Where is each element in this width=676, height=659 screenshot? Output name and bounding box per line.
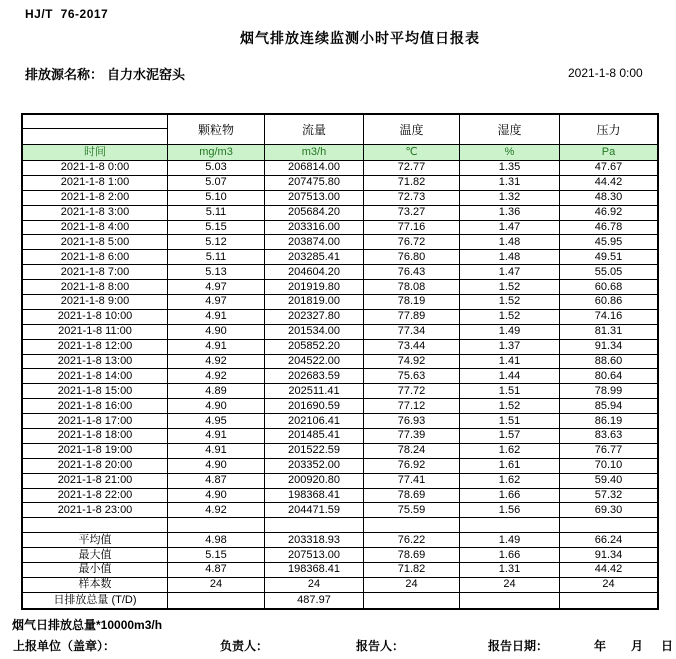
temperature-cell: 77.12 xyxy=(364,399,460,413)
humidity-cell: 1.32 xyxy=(460,191,560,205)
flow-cell xyxy=(265,518,364,532)
temperature-cell: 78.24 xyxy=(364,444,460,458)
flow-cell: 201690.59 xyxy=(265,399,364,413)
humidity-cell: 1.44 xyxy=(460,369,560,383)
report-unit-label: 上报单位（盖章）： xyxy=(13,639,116,653)
table-row xyxy=(23,474,657,489)
time-cell: 2021-1-8 18:00 xyxy=(23,429,168,443)
humidity-cell: 1.56 xyxy=(460,503,560,517)
pressure-cell: 88.60 xyxy=(594,355,623,368)
time-cell: 2021-1-8 21:00 xyxy=(23,474,168,488)
flow-cell: 207475.80 xyxy=(265,176,364,190)
humidity-cell: 1.48 xyxy=(460,250,560,264)
particulate-cell: 5.03 xyxy=(168,161,265,175)
time-cell: 2021-1-8 12:00 xyxy=(23,340,168,354)
reporter-label: 报告人： xyxy=(356,639,405,653)
pressure-cell: 86.19 xyxy=(594,414,623,427)
column-header-humidity: 湿度 xyxy=(460,115,560,144)
pressure-cell: 44.42 xyxy=(594,563,623,576)
temperature-cell: 76.80 xyxy=(364,250,460,264)
humidity-cell: 1.66 xyxy=(460,489,560,503)
temperature-cell: 73.27 xyxy=(364,206,460,220)
standard-code: HJ/T 76-2017 xyxy=(25,7,109,21)
pressure-cell: 80.64 xyxy=(594,369,623,382)
pressure-cell: 24 xyxy=(602,578,615,591)
humidity-cell: 1.62 xyxy=(460,444,560,458)
temperature-cell: 77.39 xyxy=(364,429,460,443)
particulate-cell xyxy=(168,593,265,608)
particulate-cell: 4.91 xyxy=(168,310,265,324)
unit-flow: m3/h xyxy=(265,145,364,160)
humidity-cell: 1.41 xyxy=(460,355,560,369)
flow-cell: 198368.41 xyxy=(265,563,364,577)
responsible-person-label: 负责人： xyxy=(220,639,269,653)
table-row xyxy=(23,414,657,429)
time-header-spacer-cell xyxy=(23,115,168,144)
particulate-cell: 5.11 xyxy=(168,250,265,264)
time-cell: 平均值 xyxy=(23,533,168,547)
temperature-cell: 76.22 xyxy=(364,533,460,547)
table-row xyxy=(23,503,657,518)
footer-note: 烟气日排放总量*10000m3/h xyxy=(12,618,163,632)
flow-cell: 487.97 xyxy=(265,593,364,608)
flow-cell: 202106.41 xyxy=(265,414,364,428)
particulate-cell: 4.90 xyxy=(168,459,265,473)
temperature-cell: 72.73 xyxy=(364,191,460,205)
temperature-cell: 71.82 xyxy=(364,563,460,577)
table-row xyxy=(23,548,657,563)
table-row xyxy=(23,295,657,310)
footer-signature-line xyxy=(0,637,676,653)
particulate-cell: 5.07 xyxy=(168,176,265,190)
humidity-cell: 1.47 xyxy=(460,265,560,279)
humidity-cell: 1.31 xyxy=(460,563,560,577)
table-row xyxy=(23,280,657,295)
temperature-cell: 76.92 xyxy=(364,459,460,473)
particulate-cell: 5.15 xyxy=(168,548,265,562)
particulate-cell: 4.90 xyxy=(168,489,265,503)
source-name-value: 自力水泥窑头 xyxy=(107,67,186,82)
pressure-cell xyxy=(560,518,657,532)
particulate-cell: 5.13 xyxy=(168,265,265,279)
flow-cell: 203874.00 xyxy=(265,235,364,249)
temperature-cell: 72.77 xyxy=(364,161,460,175)
pressure-cell: 78.99 xyxy=(594,384,623,397)
time-cell: 样本数 xyxy=(23,578,168,592)
time-cell: 2021-1-8 9:00 xyxy=(23,295,168,309)
temperature-cell: 73.44 xyxy=(364,340,460,354)
pressure-cell: 45.95 xyxy=(594,235,623,248)
particulate-cell: 4.91 xyxy=(168,340,265,354)
flow-cell: 202683.59 xyxy=(265,369,364,383)
table-row xyxy=(23,429,657,444)
table-row xyxy=(23,533,657,548)
pressure-cell: 60.68 xyxy=(594,280,623,293)
particulate-cell xyxy=(168,518,265,532)
pressure-cell: 47.67 xyxy=(594,161,623,174)
time-cell: 2021-1-8 10:00 xyxy=(23,310,168,324)
time-cell: 2021-1-8 20:00 xyxy=(23,459,168,473)
pressure-cell: 70.10 xyxy=(594,459,623,472)
time-cell: 2021-1-8 3:00 xyxy=(23,206,168,220)
flow-cell: 201534.00 xyxy=(265,325,364,339)
particulate-cell: 4.92 xyxy=(168,503,265,517)
particulate-cell: 5.10 xyxy=(168,191,265,205)
table-row xyxy=(23,250,657,265)
particulate-cell: 4.92 xyxy=(168,355,265,369)
unit-humidity: % xyxy=(460,145,560,160)
humidity-cell: 24 xyxy=(460,578,560,592)
flow-cell: 203318.93 xyxy=(265,533,364,547)
time-cell: 2021-1-8 17:00 xyxy=(23,414,168,428)
time-cell xyxy=(23,518,168,532)
table-row xyxy=(23,459,657,474)
particulate-cell: 4.87 xyxy=(168,563,265,577)
particulate-cell: 4.91 xyxy=(168,429,265,443)
time-cell: 2021-1-8 0:00 xyxy=(23,161,168,175)
table-row xyxy=(23,444,657,459)
report-date-label: 报告日期： xyxy=(488,639,549,653)
humidity-cell xyxy=(460,518,560,532)
table-row xyxy=(23,489,657,504)
temperature-cell: 78.69 xyxy=(364,548,460,562)
flow-cell: 205852.20 xyxy=(265,340,364,354)
pressure-cell: 49.51 xyxy=(594,250,623,263)
flow-cell: 203285.41 xyxy=(265,250,364,264)
unit-particulate: mg/m3 xyxy=(168,145,265,160)
temperature-cell: 71.82 xyxy=(364,176,460,190)
temperature-cell: 76.43 xyxy=(364,265,460,279)
humidity-cell: 1.31 xyxy=(460,176,560,190)
humidity-cell: 1.61 xyxy=(460,459,560,473)
table-row xyxy=(23,518,657,533)
particulate-cell: 5.15 xyxy=(168,221,265,235)
humidity-cell: 1.52 xyxy=(460,280,560,294)
flow-cell: 200920.80 xyxy=(265,474,364,488)
column-header-particulate: 颗粒物 xyxy=(168,115,265,144)
particulate-cell: 4.97 xyxy=(168,280,265,294)
table-row xyxy=(23,221,657,236)
temperature-cell: 77.72 xyxy=(364,384,460,398)
table-row xyxy=(23,384,657,399)
table-row xyxy=(23,176,657,191)
table-body xyxy=(23,161,657,608)
humidity-cell: 1.36 xyxy=(460,206,560,220)
pressure-cell: 46.92 xyxy=(594,206,623,219)
time-cell: 2021-1-8 19:00 xyxy=(23,444,168,458)
flow-cell: 203352.00 xyxy=(265,459,364,473)
particulate-cell: 4.92 xyxy=(168,369,265,383)
year-label: 年 xyxy=(594,639,607,653)
table-row xyxy=(23,235,657,250)
temperature-cell: 77.41 xyxy=(364,474,460,488)
temperature-cell: 24 xyxy=(364,578,460,592)
temperature-cell xyxy=(364,593,460,608)
humidity-cell: 1.48 xyxy=(460,235,560,249)
time-cell: 最大值 xyxy=(23,548,168,562)
temperature-cell: 75.63 xyxy=(364,369,460,383)
temperature-cell: 77.16 xyxy=(364,221,460,235)
flow-cell: 201819.00 xyxy=(265,295,364,309)
particulate-cell: 4.89 xyxy=(168,384,265,398)
flow-cell: 201919.80 xyxy=(265,280,364,294)
time-cell: 2021-1-8 15:00 xyxy=(23,384,168,398)
time-cell: 2021-1-8 1:00 xyxy=(23,176,168,190)
table-row xyxy=(23,369,657,384)
report-table xyxy=(21,113,659,610)
temperature-cell: 76.93 xyxy=(364,414,460,428)
temperature-cell: 75.59 xyxy=(364,503,460,517)
table-header-row xyxy=(23,115,657,145)
humidity-cell: 1.57 xyxy=(460,429,560,443)
temperature-cell: 78.08 xyxy=(364,280,460,294)
flow-cell: 204604.20 xyxy=(265,265,364,279)
particulate-cell: 4.98 xyxy=(168,533,265,547)
particulate-cell: 4.95 xyxy=(168,414,265,428)
time-cell: 最小值 xyxy=(23,563,168,577)
column-header-flow: 流量 xyxy=(265,115,364,144)
table-row xyxy=(23,593,657,608)
table-row xyxy=(23,310,657,325)
humidity-cell: 1.66 xyxy=(460,548,560,562)
pressure-cell: 46.78 xyxy=(594,221,623,233)
table-row xyxy=(23,206,657,221)
humidity-cell: 1.62 xyxy=(460,474,560,488)
month-label: 月 xyxy=(631,639,644,653)
column-header-pressure: 压力 xyxy=(596,122,621,137)
pressure-cell: 69.30 xyxy=(594,503,623,516)
temperature-cell: 78.19 xyxy=(364,295,460,309)
pressure-cell: 44.42 xyxy=(594,176,623,189)
temperature-cell: 74.92 xyxy=(364,355,460,369)
pressure-cell: 83.63 xyxy=(594,429,623,442)
particulate-cell: 24 xyxy=(168,578,265,592)
particulate-cell: 4.97 xyxy=(168,295,265,309)
flow-cell: 202511.41 xyxy=(265,384,364,398)
table-unit-row xyxy=(23,145,657,161)
pressure-cell: 60.86 xyxy=(594,295,623,308)
humidity-cell: 1.51 xyxy=(460,414,560,428)
pressure-cell: 48.30 xyxy=(594,191,623,204)
pressure-cell: 55.05 xyxy=(594,265,623,278)
humidity-cell: 1.52 xyxy=(460,310,560,324)
flow-cell: 201485.41 xyxy=(265,429,364,443)
time-cell: 2021-1-8 7:00 xyxy=(23,265,168,279)
table-row xyxy=(23,578,657,593)
time-cell: 2021-1-8 16:00 xyxy=(23,399,168,413)
temperature-cell: 78.69 xyxy=(364,489,460,503)
humidity-cell: 1.51 xyxy=(460,384,560,398)
pressure-cell xyxy=(560,593,657,608)
source-name-label: 排放源名称： xyxy=(25,67,104,82)
flow-cell: 204522.00 xyxy=(265,355,364,369)
time-header-cell: 时间 xyxy=(23,145,168,160)
table-row xyxy=(23,161,657,176)
particulate-cell: 4.87 xyxy=(168,474,265,488)
humidity-cell xyxy=(460,593,560,608)
time-cell: 2021-1-8 6:00 xyxy=(23,250,168,264)
particulate-cell: 5.12 xyxy=(168,235,265,249)
table-row xyxy=(23,563,657,578)
flow-cell: 198368.41 xyxy=(265,489,364,503)
flow-cell: 207513.00 xyxy=(265,191,364,205)
particulate-cell: 4.90 xyxy=(168,325,265,339)
time-cell: 2021-1-8 11:00 xyxy=(23,325,168,339)
flow-cell: 207513.00 xyxy=(265,548,364,562)
particulate-cell: 4.90 xyxy=(168,399,265,413)
humidity-cell: 1.52 xyxy=(460,295,560,309)
humidity-cell: 1.52 xyxy=(460,399,560,413)
pressure-cell: 66.24 xyxy=(594,533,623,546)
pressure-cell: 57.32 xyxy=(594,489,623,502)
time-cell: 2021-1-8 13:00 xyxy=(23,355,168,369)
particulate-cell: 4.91 xyxy=(168,444,265,458)
time-cell: 2021-1-8 5:00 xyxy=(23,235,168,249)
table-row xyxy=(23,399,657,414)
column-header-temperature: 温度 xyxy=(364,115,460,144)
flow-cell: 204471.59 xyxy=(265,503,364,517)
humidity-cell: 1.49 xyxy=(460,325,560,339)
pressure-cell: 74.16 xyxy=(594,310,623,323)
spacer-top xyxy=(23,115,167,129)
temperature-cell: 77.89 xyxy=(364,310,460,324)
time-cell: 日排放总量 (T/D) xyxy=(23,593,168,608)
flow-cell: 201522.59 xyxy=(265,444,364,458)
report-datetime: 2021-1-8 0:00 xyxy=(568,66,643,80)
pressure-cell: 91.34 xyxy=(594,548,623,561)
humidity-cell: 1.49 xyxy=(460,533,560,547)
pressure-cell: 59.40 xyxy=(594,474,623,487)
table-row xyxy=(23,191,657,206)
table-row xyxy=(23,340,657,355)
time-cell: 2021-1-8 14:00 xyxy=(23,369,168,383)
day-label: 日 xyxy=(661,639,674,653)
time-cell: 2021-1-8 8:00 xyxy=(23,280,168,294)
time-cell: 2021-1-8 22:00 xyxy=(23,489,168,503)
flow-cell: 203316.00 xyxy=(265,221,364,235)
table-row xyxy=(23,355,657,370)
table-row xyxy=(23,325,657,340)
temperature-cell: 76.72 xyxy=(364,235,460,249)
temperature-cell xyxy=(364,518,460,532)
pressure-cell: 91.34 xyxy=(594,340,623,353)
spacer-bottom xyxy=(23,129,167,144)
humidity-cell: 1.37 xyxy=(460,340,560,354)
flow-cell: 24 xyxy=(265,578,364,592)
table-row xyxy=(23,265,657,280)
time-cell: 2021-1-8 4:00 xyxy=(23,221,168,235)
unit-temperature: ℃ xyxy=(364,145,460,160)
flow-cell: 206814.00 xyxy=(265,161,364,175)
pressure-cell: 85.94 xyxy=(594,399,623,412)
humidity-cell: 1.35 xyxy=(460,161,560,175)
page-title: 烟气排放连续监测小时平均值日报表 xyxy=(240,30,480,46)
flow-cell: 202327.80 xyxy=(265,310,364,324)
humidity-cell: 1.47 xyxy=(460,221,560,235)
unit-pressure: Pa xyxy=(601,146,616,158)
flow-cell: 205684.20 xyxy=(265,206,364,220)
particulate-cell: 5.11 xyxy=(168,206,265,220)
pressure-cell: 76.77 xyxy=(594,444,623,457)
time-cell: 2021-1-8 23:00 xyxy=(23,503,168,517)
time-cell: 2021-1-8 2:00 xyxy=(23,191,168,205)
pressure-cell: 81.31 xyxy=(594,325,623,338)
temperature-cell: 77.34 xyxy=(364,325,460,339)
